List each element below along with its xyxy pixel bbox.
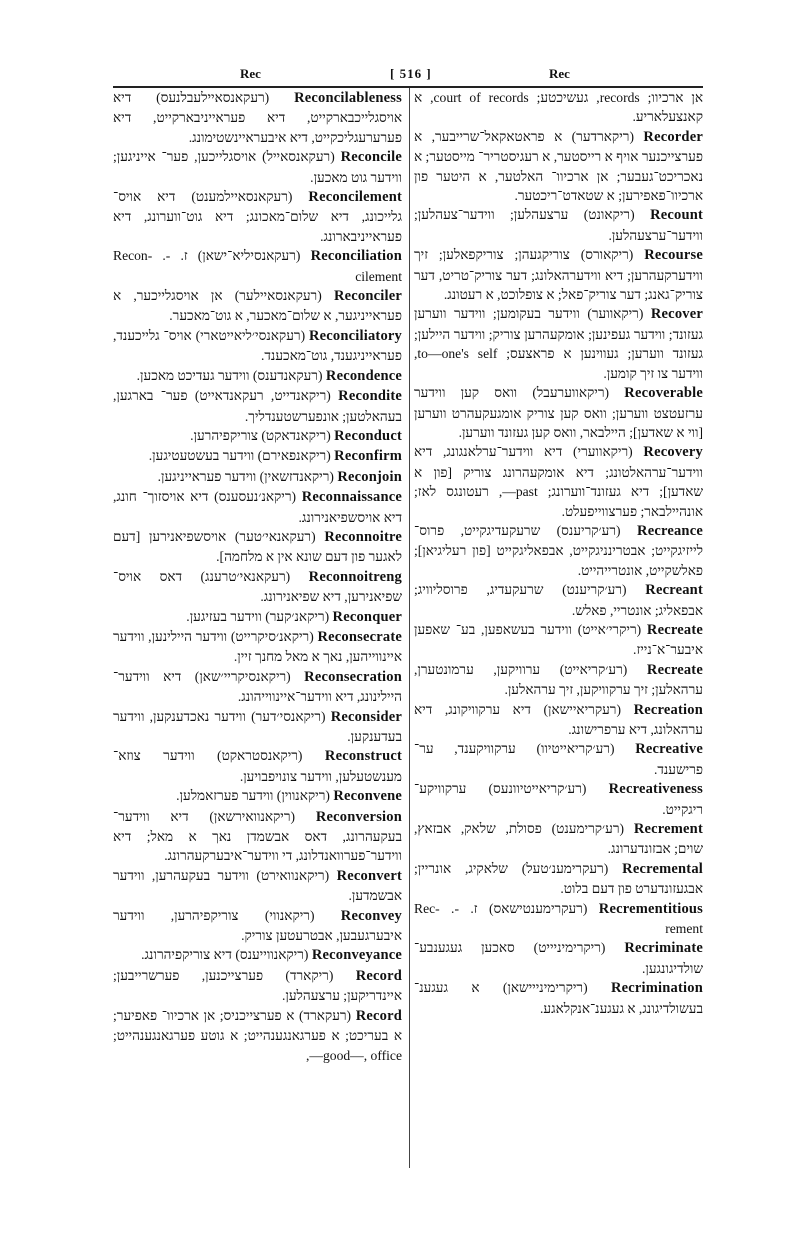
entry-pronunciation: (ריקאנ׳קער)	[265, 608, 330, 624]
entry-headword: Reconduct	[334, 427, 402, 444]
dictionary-entry	[414, 521, 703, 580]
entry-definition: וואס קען ווידער ערזעטצט ווערען; וואס קען צוריק אומגעקעהרט ווערען [ווי א שאדען]; היילבאר, וואס קען געזונד ווערען.	[414, 385, 703, 440]
entry-pronunciation: (רע׳קריענט)	[562, 582, 627, 598]
entry-pronunciation: (רעקאנאי׳טער)	[234, 528, 316, 544]
entry-definition: ווידער געדיכט מאכען.	[136, 367, 250, 383]
dictionary-entry	[113, 807, 402, 866]
entry-definition: ווידער בעקומען; ווידער ווערען געזונד; ווידער געפינען; אומקעהרען צוריק; ווידער היילען; געזונד ווערען; געווינען א פראצעס; to—one's self, ווידער צו זיך קומען.	[414, 306, 704, 381]
dictionary-entry	[113, 326, 402, 366]
entry-pronunciation: (ריקאנ׳נעסענס)	[214, 489, 297, 505]
entry-definition: ערקוויקענד, ער־ פרישענד.	[414, 741, 703, 777]
entry-definition: דיא ווידער־ בעקעהרונג, דאס אבשמדן נאך א מאל; דיא ווידער־פערוואנדלונג, די ווידער־איבערקעהרונג.	[113, 808, 402, 864]
entry-headword: Record	[355, 967, 402, 984]
column-divider	[409, 88, 410, 1168]
running-head-right: Rec	[549, 66, 570, 81]
entry-pronunciation: (ריקרי׳אייט)	[577, 621, 642, 637]
entry-definition: ווידער בעזיגען.	[186, 608, 262, 624]
entry-pronunciation: (ריקאווערי)	[573, 444, 633, 460]
dictionary-entry	[414, 88, 703, 127]
dictionary-entry	[113, 866, 402, 906]
entry-pronunciation: (רעקאנסאיילמענט)	[191, 189, 293, 205]
dictionary-entry	[113, 1006, 402, 1065]
dictionary-entry	[414, 620, 703, 660]
entry-definition: אויס־ גלייכענד, פעראייניגענד, גוט־מאכענד.	[113, 327, 402, 364]
entry-definition: דיא אויסזוך־ חונג, דיא אויסשפיאנירונג.	[113, 489, 402, 525]
entry-definition: דיא אויסגלייכבארקייט, דיא פעראייניבארקייט, דיא פערערעגליכקייט, דיא איבעראיינשטימונג.	[113, 90, 402, 145]
dictionary-entry	[414, 304, 703, 383]
entry-headword: Reconciliation	[310, 248, 402, 265]
entry-definition: ווידער פעראייניגען.	[157, 468, 257, 484]
entry-definition: דאס אויס־ שפיאנירען, דיא שפיאנירונג.	[113, 568, 402, 605]
dictionary-entry	[414, 819, 703, 859]
entry-pronunciation: (רעקאנסי׳ליאייטארי)	[195, 327, 306, 343]
entry-pronunciation: (רע׳קריאייטיוו)	[536, 741, 615, 757]
entry-headword: Reconvene	[333, 788, 402, 805]
entry-pronunciation: (ריקאנוואירט)	[256, 867, 330, 883]
entry-definition: צוריקפיהרען, ווידער איבערגעבען, אבטרעטען צוריק.	[113, 907, 402, 944]
entry-definition: ווידער נאכדענקען, ווידער בעדענקען.	[113, 708, 402, 744]
entry-pronunciation: (ריקאנסי׳דער)	[251, 708, 326, 724]
dictionary-entry	[113, 88, 402, 147]
right-column	[408, 88, 703, 1065]
entry-headword: Recreate	[646, 661, 703, 678]
entry-definition: ווידער צוזא־ מענשטעלען, ווידער צונויפבויען.	[113, 748, 402, 784]
entry-definition: א פערצייכניס; אן ארכיוו־ פאפיער; א בעריכט; א פערגאנגענהייט; א גוטע פערגאנגענהייט; good—, office—,	[113, 1007, 402, 1063]
entry-definition: צוריקפיהרען.	[190, 427, 258, 443]
entry-headword: Recreate	[646, 621, 703, 638]
entry-pronunciation: (רע׳קריענס)	[556, 522, 621, 538]
entry-headword: Recount	[650, 207, 704, 224]
entry-pronunciation: (ריקאנדאקט)	[261, 427, 331, 443]
entry-headword: Recondite	[338, 388, 402, 405]
entry-definition: ערצעהלען; ווידער־צעהלען; ווידער־ערצעהלען.	[414, 207, 703, 243]
entry-definition: דיא ערקוויקונג, דיא ערהאלונג, דיא ערפרישונג.	[414, 701, 703, 737]
entry-definition: ערוויקען, ערמונטערן, ערהאלען; זיך ערקוויקען, זיך ערהאלען.	[414, 661, 703, 698]
entry-pronunciation: (ריקאנדייט, רעקאנדאייט)	[194, 388, 331, 404]
entry-pronunciation: (רעקאנדענס)	[252, 367, 323, 383]
entry-headword: Record	[355, 1007, 402, 1024]
entry-definition: אן אויסגלייכער, א פעראייניגער, א שלום־מאכער, א גוט־מאכער.	[113, 288, 402, 324]
entry-pronunciation: (רע׳קרימענט)	[551, 821, 625, 837]
entry-definition: ווידער בעשטעטיגען.	[148, 448, 255, 464]
dictionary-entry	[414, 978, 703, 1018]
entry-definition: דיא צוריקפיהרונג.	[141, 947, 232, 963]
entry-headword: Reconnaissance	[301, 489, 402, 506]
dictionary-entry	[414, 245, 703, 304]
entry-pronunciation: (רעקאנאי׳טרענג)	[200, 568, 291, 584]
dictionary-entry	[113, 487, 402, 527]
entry-definition: פסולת, שלאק, אבזאץ, שוים; אבזונדערונג.	[414, 821, 703, 857]
dictionary-entry	[113, 147, 402, 187]
dictionary-entry	[113, 786, 402, 806]
dictionary-entry	[414, 700, 703, 740]
entry-pronunciation: (ריקאווערעבל)	[532, 385, 610, 401]
dictionary-entry	[414, 739, 703, 779]
entry-headword: Reconciliatory	[308, 327, 402, 344]
page-number: [ 516 ]	[390, 66, 432, 81]
dictionary-entry	[414, 938, 703, 978]
entry-definition: א געגענ־ בעשולדיגונג, א געגענ־אנקלאגע.	[414, 980, 703, 1016]
dictionary-entry	[113, 627, 402, 667]
dictionary-entry	[414, 127, 703, 206]
entry-headword: Reconcilableness	[294, 90, 402, 106]
entry-pronunciation: (ריקרימיניייט)	[533, 940, 606, 956]
entry-pronunciation: (רע׳קריאייטיוונעס)	[488, 781, 587, 797]
entry-pronunciation: (ריקרימינייישאן)	[502, 980, 588, 996]
entry-definition: ווידער בעקעהרען, ווידער אבשמדען.	[113, 867, 402, 904]
entry-pronunciation: (ריקאווער)	[587, 306, 644, 322]
entry-definition: ערקוויקע־ ריגקייט.	[414, 781, 703, 817]
entry-definition: א פראטאקאל־שרייבער, א פערצייכנער אויף א רייסטער, א רעגיסטריר־ מייסטער; א נאכריכט־געבער; אן ארכיוו־ האלטער, א היטער פון ארכיוו־פאפירען; א שטאדט־ריכטער.	[414, 128, 703, 204]
dictionary-entry	[414, 383, 703, 442]
dictionary-entry	[113, 286, 402, 326]
entry-pronunciation: (ריקאנווין)	[276, 788, 330, 804]
dictionary-entry	[414, 779, 703, 819]
entry-headword: Reconciler	[333, 288, 402, 305]
entry-headword: Recrimination	[610, 980, 703, 997]
running-head-left: Rec	[240, 66, 261, 81]
entry-pronunciation: (רעקאנסאייל)	[262, 149, 335, 165]
entry-pronunciation: (ריקאנווייענס)	[235, 947, 309, 963]
entry-headword: Recreation	[633, 701, 703, 718]
entry-pronunciation: (ריקאנ׳סיקרייט)	[230, 628, 314, 644]
dictionary-entry	[414, 580, 703, 620]
dictionary-entry	[113, 707, 402, 747]
dictionary-page	[113, 62, 703, 1065]
dictionary-entry	[113, 426, 402, 446]
dictionary-entry	[113, 667, 402, 707]
dictionary-entry	[414, 442, 703, 521]
dictionary-entry	[113, 906, 402, 946]
dictionary-entry	[113, 966, 402, 1006]
dictionary-entry	[414, 859, 703, 899]
left-column	[113, 88, 408, 1065]
entry-headword: Recondence	[325, 367, 402, 384]
dictionary-entry	[113, 567, 402, 607]
entry-definition: דיא ווידער־ היילינונג, דיא ווידער־איינווייהונג.	[113, 668, 402, 705]
entry-definition: שרעקעדיגקייט, פרוס־ לייזיגקייט; אבטרינניגקייט, אבפאליגקייט [פון רעליגיאן]; פאלשקייט, אונטרייהייט.	[414, 522, 703, 578]
entry-definition: ז. Recon- .-cilement	[113, 248, 402, 284]
entry-pronunciation: (רעקריאיישאן)	[543, 701, 622, 717]
entry-definition: ווידער בעשאפען, בע־ שאפען איבער־א־נייז.	[414, 621, 703, 658]
entry-headword: Recreance	[637, 522, 703, 539]
dictionary-entry	[414, 899, 703, 939]
entry-headword: Recovery	[643, 444, 703, 461]
entry-definition: ווידער פערזאמלען.	[176, 788, 274, 804]
entry-headword: Reconcilement	[308, 189, 402, 206]
entry-pronunciation: (ריקאנוואירשאן)	[209, 808, 296, 824]
entry-pronunciation: (ריקאנווי)	[264, 907, 315, 923]
entry-headword: Reconversion	[315, 808, 402, 825]
entry-headword: Recreative	[635, 741, 703, 758]
dictionary-entry	[113, 467, 402, 487]
entry-pronunciation: (רע׳קריאייט)	[559, 661, 628, 677]
entry-headword: Recriminate	[624, 940, 704, 957]
dictionary-entry	[113, 446, 402, 466]
entry-definition: אן ארכיוו; records, געשיכטע; court of records, א קאנצעלאריע.	[414, 90, 704, 125]
entry-headword: Recorder	[643, 128, 703, 145]
entry-pronunciation: (ריקאנסטראקט)	[217, 748, 303, 764]
entry-pronunciation: (ריקאנפאירם)	[257, 448, 331, 464]
dictionary-entry	[113, 746, 402, 786]
dictionary-entry	[113, 386, 402, 426]
entry-pronunciation: (רעקארד)	[299, 1007, 352, 1023]
entry-pronunciation: (רעקאנסאיילער)	[234, 288, 322, 304]
entry-definition: פערצייכנען, פערשרייבען; איינדריקען; ערצעהלען.	[113, 967, 402, 1004]
entry-headword: Recremental	[622, 860, 703, 877]
entry-pronunciation: (רעקרימענטישאס)	[488, 900, 588, 916]
entry-headword: Recourse	[644, 247, 703, 264]
entry-pronunciation: (ריקאנדזשאין)	[259, 468, 334, 484]
entry-headword: Reconcile	[340, 149, 402, 166]
dictionary-entry	[113, 246, 402, 286]
entry-headword: Reconvert	[336, 867, 402, 884]
entry-headword: Reconjoin	[337, 468, 402, 485]
entry-pronunciation: (רעקאנסיליא־ישאן)	[197, 248, 301, 264]
entry-pronunciation: (ריקארד)	[285, 967, 334, 983]
entry-headword: Reconsider	[330, 708, 402, 725]
entry-headword: Reconfirm	[334, 448, 402, 465]
entry-headword: Reconveyance	[311, 947, 402, 964]
entry-headword: Recreant	[645, 582, 703, 599]
entry-headword: Recrement	[633, 821, 703, 838]
entry-headword: Reconquer	[332, 608, 402, 625]
dictionary-entry	[113, 945, 402, 965]
dictionary-entry	[113, 527, 402, 567]
entry-headword: Recrementitious	[598, 900, 703, 917]
entry-pronunciation: (ריקאנסיקריי׳שאן)	[194, 668, 291, 684]
entry-pronunciation: (ריקאונט)	[583, 207, 635, 223]
entry-definition: אויסשפיאנירען [דעם לאגער פון דעם שונא אין א מלחמה].	[113, 528, 402, 565]
entry-pronunciation: (רעקאנסאיילעבלנעס)	[156, 90, 270, 105]
entry-headword: Recover	[650, 306, 703, 323]
entry-definition: שלאקיג, אונריין; אבגעזונדערט פון דעם בלוט.	[414, 860, 703, 897]
dictionary-entry	[414, 660, 703, 700]
entry-pronunciation: (רעקרימענ׳טעל)	[521, 860, 609, 876]
entry-pronunciation: (ריקאורס)	[580, 247, 634, 263]
entry-definition: אויסגלייכען, פער־ אייניגען; ווידער גוט מאכען.	[113, 149, 402, 185]
entry-definition: ז. Rec- .-rement	[414, 900, 703, 937]
entry-headword: Reconsecrate	[317, 628, 402, 645]
entry-definition: סאכען געגענבע־ שולדיגונגען.	[414, 940, 703, 976]
entry-headword: Recreativeness	[608, 781, 703, 798]
dictionary-entry	[113, 607, 402, 627]
dictionary-entry	[414, 205, 703, 245]
entry-headword: Reconvey	[340, 907, 402, 924]
entry-headword: Reconnoitreng	[308, 568, 403, 585]
entry-definition: שרעקעדיג, פרוסליוויג; אבפאליג; אונטריי, פאלש.	[414, 582, 703, 618]
entry-headword: Reconstruct	[324, 748, 402, 765]
running-head	[113, 62, 703, 86]
dictionary-entry	[113, 366, 402, 386]
entry-definition: דיא ווידער־ערלאנגונג, דיא ווידער־ערהאלטונג; דיא אומקעהרונג צוריק [פון א שאדען]; דיא געזונד־ווערונג; past—, רעטונגס לאז; אונהיילבאר; פערצווייפעלט.	[414, 444, 703, 519]
entry-definition: פער־ בארגען, בעהאלטען; אונפערשטענדליך.	[113, 388, 402, 424]
entry-definition: ווידער היילינען, ווידער איינווייהען, נאך א מאל מחנך זיין.	[113, 628, 402, 665]
entry-definition: צוריקגעהן; צוריקפאלען; זיך ווידערקעהרען; דיא ווידערהאלונג; דער צוריק־טריט, דער צוריק־גאנג; דער צוריק־פאל; א צופלוכט, א רעטונג.	[414, 247, 703, 303]
entry-headword: Reconsecration	[304, 668, 403, 685]
entry-pronunciation: (ריקארדער)	[571, 128, 634, 144]
entry-definition: דיא אויס־ גלייכונג, דיא שלום־מאכונג; דיא גוט־ווערונג, דיא פעראייניבארונג.	[113, 189, 402, 244]
dictionary-entry	[113, 187, 402, 246]
two-column-body	[113, 88, 703, 1065]
entry-headword: Recoverable	[624, 385, 703, 402]
entry-headword: Reconnoitre	[324, 528, 402, 545]
